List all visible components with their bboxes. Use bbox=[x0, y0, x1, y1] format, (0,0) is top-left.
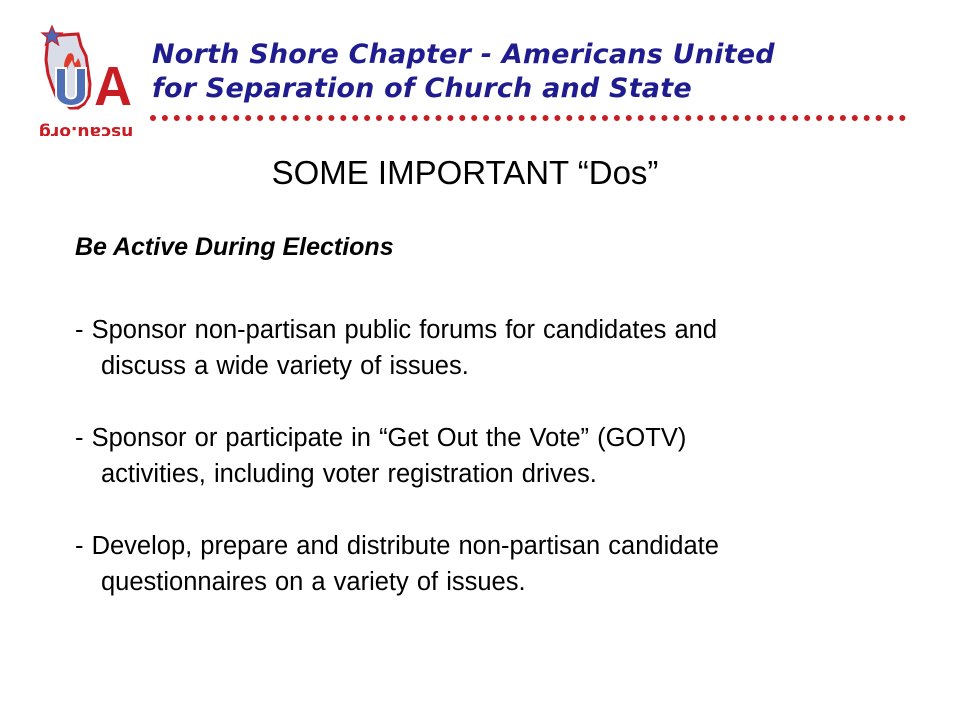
chapter-header bbox=[152, 38, 775, 106]
bullet-line-continued: discuss a wide variety of issues. bbox=[101, 352, 469, 380]
logo-text: nscau.org bbox=[38, 122, 134, 136]
nscau-illinois-logo-icon bbox=[34, 24, 138, 136]
bullet-line-continued: activities, including voter registration drives. bbox=[101, 460, 597, 488]
header-line-1: North Shore Chapter - Americans United bbox=[152, 39, 775, 70]
bullet-line-continued: questionnaires on a variety of issues. bbox=[101, 568, 526, 596]
bullet-item bbox=[75, 420, 915, 492]
section-heading: Be Active During Elections bbox=[75, 233, 394, 261]
header-line-2: for Separation of Church and State bbox=[152, 73, 692, 104]
nscau-logo bbox=[34, 24, 138, 136]
bullet-line: - Sponsor non-partisan public forums for candidates and bbox=[75, 316, 718, 344]
header-divider bbox=[150, 115, 906, 121]
bullet-line: - Sponsor or participate in “Get Out the Vote” (GOTV) bbox=[75, 424, 687, 452]
bullet-list bbox=[75, 312, 915, 636]
bullet-line: - Develop, prepare and distribute non-partisan candidate bbox=[75, 532, 719, 560]
slide-title: SOME IMPORTANT “Dos” bbox=[271, 154, 659, 191]
bullet-item bbox=[75, 312, 915, 384]
bullet-item bbox=[75, 528, 915, 600]
